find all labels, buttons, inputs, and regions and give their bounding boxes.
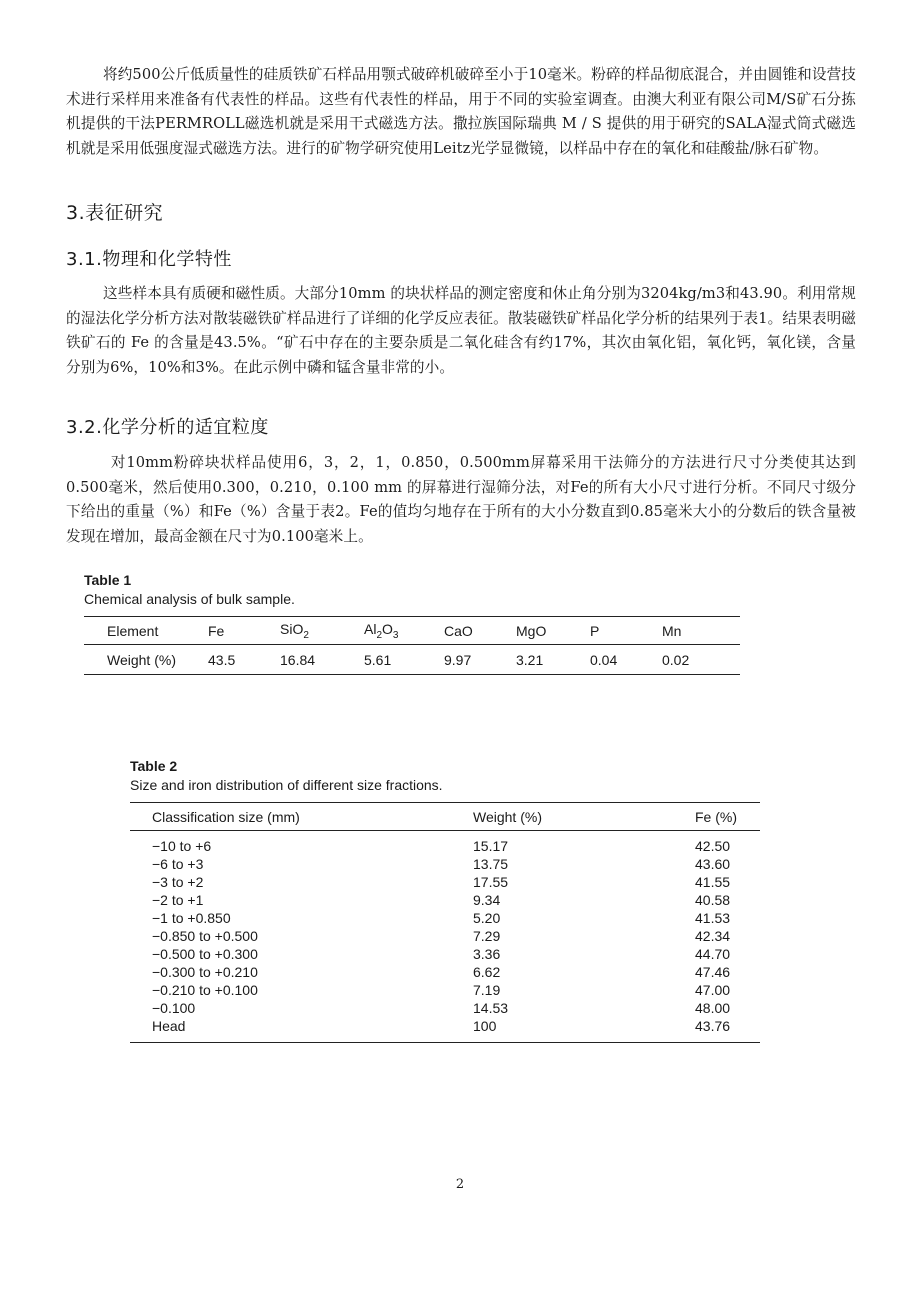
table2-header-weight: Weight (%) xyxy=(473,803,695,831)
table-cell: 41.55 xyxy=(695,874,731,890)
table-cell: −0.500 to +0.300 xyxy=(152,946,258,962)
table-cell: 13.75 xyxy=(473,856,509,872)
table-cell: 42.34 xyxy=(695,928,731,944)
table2-caption: Size and iron distribution of different size fractions. xyxy=(130,777,443,793)
table-cell: −2 to +1 xyxy=(152,892,204,908)
table-cell: 43.60 xyxy=(695,856,731,872)
section-heading-characterization: 3.表征研究 xyxy=(66,202,164,224)
paragraph-physical-chemical: 这些样本具有质硬和磁性质。大部分10mm 的块状样品的测定密度和休止角分别为3204kg/m3和43.90。利用常规的湿法化学分析方法对散装磁铁矿样品进行了详细的化学反应表征。散装磁铁矿样品化学分析的结果列于表1。结果表明磁铁矿石的 Fe 的含量是43.5%。“矿石中存在的主要杂质是二氧化硅含有约17%，其次由氧化铝，氧化钙，氧化镁，含量分别为6%，10%和3%。在此示例中磷和锰含量非常的小。 xyxy=(66,285,856,376)
table1-header-p: P xyxy=(590,617,662,645)
table-cell: 43.76 xyxy=(695,1018,731,1034)
table-size-distribution xyxy=(130,802,760,1043)
table-cell: 41.53 xyxy=(695,910,731,926)
table-cell: 0.02 xyxy=(662,651,690,668)
table-cell: 14.53 xyxy=(473,1000,509,1016)
table-cell: 100 xyxy=(473,1018,497,1034)
table-cell: 48.00 xyxy=(695,1000,731,1016)
table-row xyxy=(130,1017,760,1043)
table1-header-mgo: MgO xyxy=(516,617,590,645)
table-cell: 3.21 xyxy=(516,651,544,668)
table-cell: −3 to +2 xyxy=(152,874,204,890)
table-chemical-analysis xyxy=(84,616,740,675)
paragraph-sample-preparation: 将约500公斤低质量性的硅质铁矿石样品用颚式破碎机破碎至小于10毫米。粉碎的样品彻底混合，并由圆锥和设营技术进行采样用来准备有代表性的样品。这些有代表性的样品，用于不同的实验室调查。由澳大利亚有限公司M/S矿石分拣机提供的干法PERMROLL磁选机就是采用干式磁选方法。撒拉族国际瑞典 M / S 提供的用于研究的SALA湿式筒式磁选机就是采用低强度湿式磁选方法。进行的矿物学研究使用Leitz光学显微镜，以样品中存在的氧化和硅酸盐/脉石矿物。 xyxy=(66,66,856,157)
table-cell: −6 to +3 xyxy=(152,856,204,872)
table-row xyxy=(130,981,760,999)
table2-header-fe: Fe (%) xyxy=(695,803,760,831)
table-row xyxy=(130,963,760,981)
table2-header-row xyxy=(130,803,760,831)
table-row xyxy=(130,873,760,891)
table-row xyxy=(84,645,740,675)
table1-header-element: Element xyxy=(84,617,208,645)
table-row xyxy=(130,855,760,873)
table2-title: Table 2 xyxy=(130,758,178,774)
table-cell: 15.17 xyxy=(473,838,509,854)
table1-header-sio2: SiO$_2$ xyxy=(280,617,364,645)
table1-header-cao: CaO xyxy=(444,617,516,645)
table-cell: −10 to +6 xyxy=(152,838,212,854)
table-cell: 7.19 xyxy=(473,982,501,998)
table-cell: 16.84 xyxy=(280,651,316,668)
table-cell: −0.210 to +0.100 xyxy=(152,982,258,998)
table-row xyxy=(130,927,760,945)
table-cell: 3.36 xyxy=(473,946,501,962)
table-cell: 47.00 xyxy=(695,982,731,998)
table2-header-size: Classification size (mm) xyxy=(130,803,473,831)
table-row xyxy=(130,945,760,963)
table-cell: 47.46 xyxy=(695,964,731,980)
table-row xyxy=(130,831,760,856)
table-cell: −0.100 xyxy=(152,1000,196,1016)
table-row xyxy=(130,909,760,927)
table-cell: −0.300 to +0.210 xyxy=(152,964,258,980)
table-cell: −1 to +0.850 xyxy=(152,910,231,926)
paragraph-particle-size: 对10mm粉碎块状样品使用6，3，2，1，0.850，0.500mm屏幕采用干法筛分的方法进行尺寸分类使其达到0.500毫米，然后使用0.300，0.210，0.100 mm 的屏幕进行湿筛分法，对Fe的所有大小尺寸进行分析。不同尺寸级分下给出的重量（%）和Fe（%）含量于表2。Fe的值均匀地存在于所有的大小分数直到0.85毫米大小的分数后的铁含量被发现在增加，最高金额在尺寸为0.100毫米上。 xyxy=(66,454,856,545)
table1-header-al2o3: $Al_2O_3$ xyxy=(364,617,444,645)
table-row xyxy=(130,891,760,909)
table-cell: 9.97 xyxy=(444,651,472,668)
table-row xyxy=(130,999,760,1017)
table-cell: 6.62 xyxy=(473,964,501,980)
table1-header-fe: Fe xyxy=(208,617,280,645)
table-cell: −0.850 to +0.500 xyxy=(152,928,258,944)
table-cell: 5.61 xyxy=(364,651,392,668)
subsection-heading-physical-chemical: 3.1.物理和化学特性 xyxy=(66,249,232,270)
table1-row-label: Weight (%) xyxy=(107,651,176,668)
table-cell: 7.29 xyxy=(473,928,501,944)
table-cell: 17.55 xyxy=(473,874,509,890)
table1-title: Table 1 xyxy=(84,572,132,588)
table-cell: 5.20 xyxy=(473,910,501,926)
table1-caption: Chemical analysis of bulk sample. xyxy=(84,591,295,607)
table1-header-row xyxy=(84,617,740,645)
table-cell: 43.5 xyxy=(208,651,236,668)
table-cell: 0.04 xyxy=(590,651,618,668)
table-cell: Head xyxy=(152,1018,186,1034)
table-cell: 44.70 xyxy=(695,946,731,962)
table-cell: 40.58 xyxy=(695,892,731,908)
page-number: 2 xyxy=(455,1177,465,1192)
subsection-heading-particle-size: 3.2.化学分析的适宜粒度 xyxy=(66,417,269,438)
table-cell: 42.50 xyxy=(695,838,731,854)
table-cell: 9.34 xyxy=(473,892,501,908)
table1-header-mn: Mn xyxy=(662,617,740,645)
